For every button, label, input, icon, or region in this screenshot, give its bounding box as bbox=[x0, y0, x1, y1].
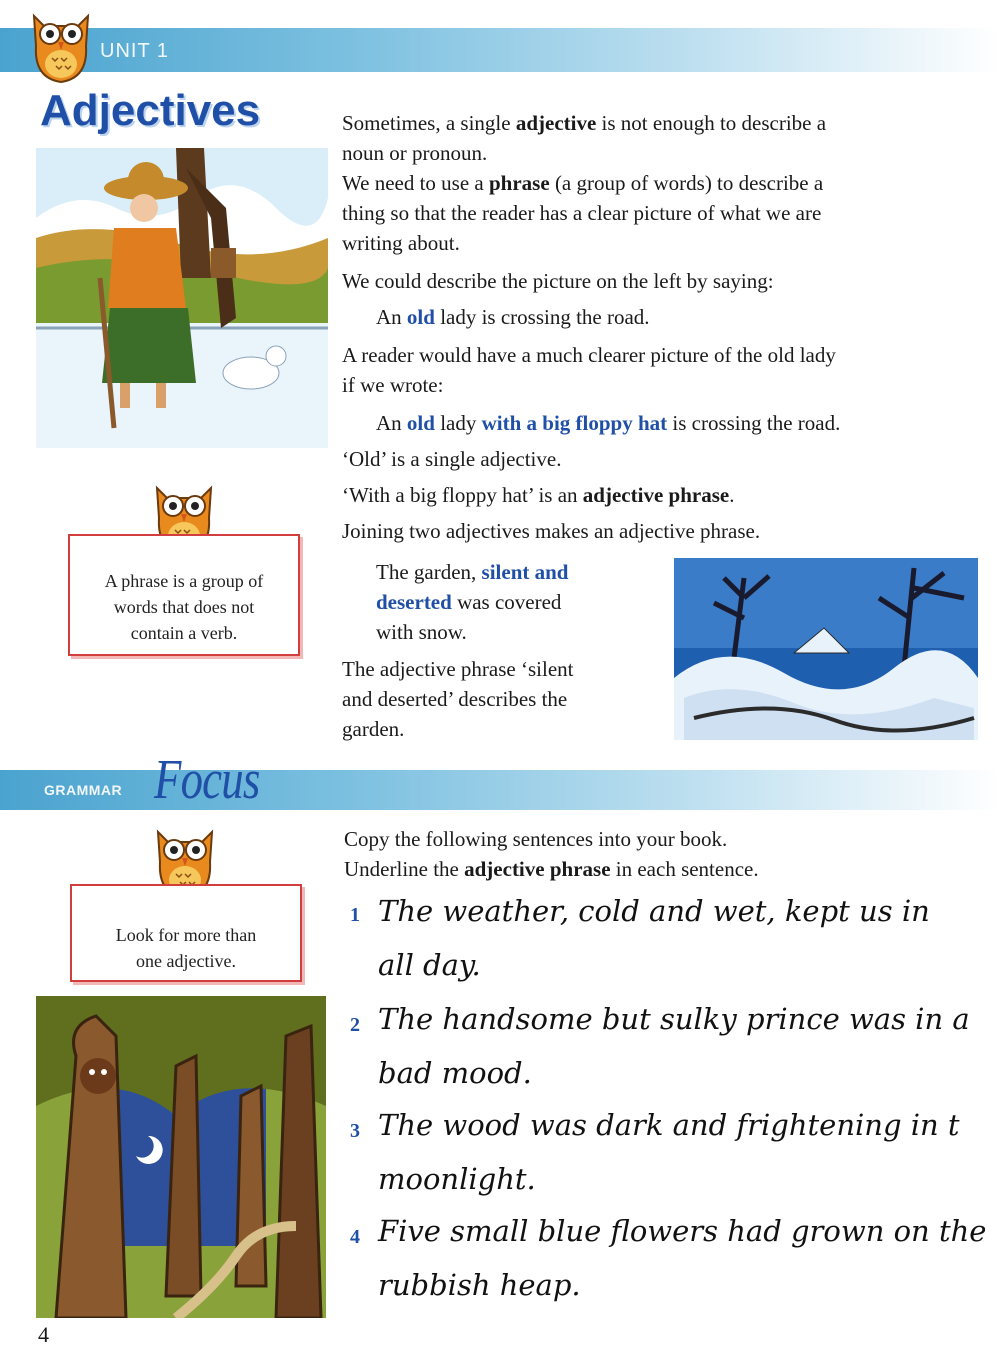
paragraph: if we wrote: bbox=[342, 373, 444, 397]
focus-label: Focus bbox=[154, 749, 260, 811]
exercise-sentence: moonlight. bbox=[378, 1162, 536, 1196]
exercise-sentence: Five small blue flowers had grown on the bbox=[378, 1214, 987, 1248]
exercise-list bbox=[346, 894, 986, 1320]
exercise-item bbox=[346, 1214, 986, 1320]
snow-garden-illustration bbox=[674, 558, 978, 740]
paragraph: noun or pronoun. bbox=[342, 141, 488, 165]
paragraph: thing so that the reader has a clear picture of what we are bbox=[342, 201, 822, 225]
tip-text: words that does not bbox=[113, 597, 255, 617]
exercise-sentence: The handsome but sulky prince was in a bbox=[378, 1002, 970, 1036]
tip-text: Look for more than bbox=[115, 925, 257, 945]
page-title: Adjectives bbox=[40, 86, 261, 135]
page-number: 4 bbox=[38, 1322, 49, 1347]
intro-text bbox=[342, 108, 982, 546]
exercise-number: 2 bbox=[350, 1014, 360, 1036]
example-sentence: An old lady is crossing the road. bbox=[376, 305, 650, 329]
exercise-item bbox=[346, 1002, 986, 1108]
old-lady-illustration bbox=[36, 148, 328, 448]
tip-text: A phrase is a group of bbox=[104, 571, 264, 591]
grammar-focus-banner bbox=[0, 770, 1000, 810]
instructions: Copy the following sentences into your book. Underline the adjective phrase in each sentence. bbox=[344, 827, 759, 881]
tip-box-adjectives bbox=[70, 884, 302, 982]
exercise-sentence: The weather, cold and wet, kept us in bbox=[378, 894, 930, 928]
paragraph: writing about. bbox=[342, 231, 460, 255]
woods-illustration bbox=[36, 996, 326, 1318]
unit-label: UNIT 1 bbox=[100, 40, 169, 62]
paragraph: ‘With a big floppy hat’ is an adjective phrase. bbox=[342, 483, 735, 507]
exercise-number: 1 bbox=[350, 904, 360, 926]
grammar-label: GRAMMAR bbox=[44, 782, 123, 798]
exercise-sentence: rubbish heap. bbox=[378, 1268, 581, 1302]
paragraph: We could describe the picture on the left by saying: bbox=[342, 269, 774, 293]
paragraph: A reader would have a much clearer picture of the old lady bbox=[342, 343, 836, 367]
tip-text: one adjective. bbox=[136, 951, 236, 971]
exercise-sentence: The wood was dark and frightening in t bbox=[378, 1108, 960, 1142]
tip-text: contain a verb. bbox=[130, 623, 238, 643]
owl-icon bbox=[28, 6, 94, 84]
exercise-item bbox=[346, 894, 986, 1002]
exercise-number: 4 bbox=[350, 1226, 360, 1248]
exercise-sentence: bad mood. bbox=[378, 1056, 532, 1090]
exercise-sentence: all day. bbox=[378, 948, 481, 982]
tip-box-phrase bbox=[68, 534, 300, 656]
exercise-number: 3 bbox=[350, 1120, 360, 1142]
exercise-item bbox=[346, 1108, 986, 1214]
paragraph: ‘Old’ is a single adjective. bbox=[342, 447, 562, 471]
example-sentence: An old lady with a big floppy hat is crossing the road. bbox=[376, 411, 841, 435]
example-garden: The garden, silent and deserted was covered with snow. bbox=[376, 560, 569, 644]
garden-explanation: The adjective phrase ‘silent and deserted’ describes the garden. bbox=[342, 657, 574, 741]
paragraph: We need to use a phrase (a group of words) to describe a bbox=[342, 171, 824, 195]
paragraph: Sometimes, a single adjective is not enough to describe a bbox=[342, 111, 827, 135]
paragraph: Joining two adjectives makes an adjective phrase. bbox=[342, 519, 761, 543]
